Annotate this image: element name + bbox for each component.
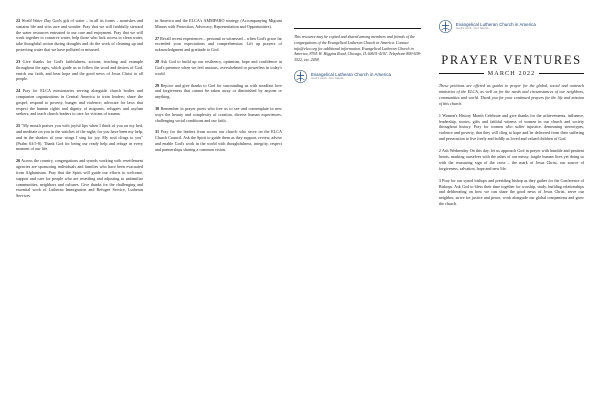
paragraph: [155, 129, 282, 152]
column-one: [16, 18, 155, 390]
day-number: 29: [154, 82, 160, 88]
paragraph: [155, 106, 282, 123]
day-number: 26: [16, 158, 21, 164]
paragraph-text: in America and the ELCA's AMMPARO strategy (Accompanying Migrant Minors with Protection, Advocacy, Representation and Opportunities).: [154, 18, 282, 29]
paragraph-text: Pray for ELCA missionaries serving alongside church bodies and companion organizations in Central America to train leaders; share the gospel; respond to poverty, hunger and violence; advocate for laws that respect the human rights and dignity of migrants, refugees and asylum seekers; and teach church leaders to care for victims of trauma.: [16, 88, 143, 117]
paragraph-text: Give thanks for God's faithfulness, actions, teaching and example throughout the ages, which guide us to follow the word and desires of God, enrich our faith, and bear hope and the good news of Jesus Christ to all people.: [16, 58, 143, 82]
paragraph: [155, 18, 282, 30]
day-number: 31: [154, 129, 160, 135]
day-number: 25: [16, 123, 21, 129]
paragraph: [16, 88, 143, 117]
paragraph: [439, 113, 584, 142]
masthead-date-row: [439, 70, 584, 77]
paragraph-lead: Ash Wednesday: [441, 148, 469, 154]
paragraph-text: "My mouth praises you with joyful lips when I think of you on my bed, and meditate on you in the watches of the night; for you have been my help, and in the shadow of your wings I sing for joy. My soul clings to you" (Psalm 63:5-8). Thank God for being our ready help and refuge in every moment of our life.: [16, 123, 143, 152]
masthead-date: MARCH 2022: [487, 70, 536, 77]
paragraph: [16, 18, 143, 53]
paragraph: [16, 158, 143, 199]
elca-logo: [294, 70, 421, 83]
elca-logo-header: [439, 20, 584, 33]
day-number: 1: [438, 112, 441, 118]
day-number: 22: [16, 18, 21, 23]
page-title: PRAYER VENTURES: [441, 53, 582, 67]
elca-logo-text: [311, 72, 391, 81]
day-number: 27: [154, 35, 160, 41]
divider-left: [439, 73, 484, 74]
elca-logo-text: [456, 22, 536, 31]
paragraph: [155, 59, 282, 76]
day-number: 3: [438, 177, 441, 183]
paragraph-text: God's gift of water – in all its forms – nourishes and sustains life and stirs awe and wonder. Pray that we will faithfully steward the water resources entrusted to our care and enjoyment. Pray that we will work together to conserve water, help those who lack access to clean water, take thoughtful action during droughts and do the work of cleaning up and protecting water that we have polluted or misused.: [16, 18, 143, 53]
day-number: 24: [16, 88, 21, 94]
column-three: [294, 18, 433, 390]
paragraph: [16, 59, 143, 82]
intro-text: These petitions are offered as guides to prayer for the global, social and outreach ministries of the ELCA, as well as for the needs and circumstances of our neighbors, communities and world. Thank you for your continued prayers for the life and mission of this church.: [438, 83, 585, 106]
paragraph-text: On this day, let us approach God in prayer with humble and penitent hearts, marking ourselves with the ashes of our messy, fragile human lives yet doing so with the reassuring sign of the cross – the mark of Jesus Christ, our source of forgiveness, salvation, hope and new life.: [438, 148, 585, 171]
elca-logo-subtitle: God's work. Our hands.: [310, 76, 345, 81]
note-divider: [294, 28, 421, 29]
day-number: 23: [16, 58, 21, 64]
copy-permission-note: [294, 28, 421, 83]
paragraph: [155, 83, 282, 100]
note-text: This resource may be copied and shared among members and friends of the congregations of the Evangelical Lutheran Church in America. Contact info@elca.org for additional information. Evangelical Lutheran Church in America, 8765 W. Higgins Road, Chicago, IL 60631-4101. Telephone 800-638-3522, ext. 2458.: [293, 34, 421, 63]
paragraph: [439, 178, 584, 207]
column-two: [155, 18, 294, 390]
paragraph-text: Pray for the leaders from across our church who serve on the ELCA Church Council. Ask the Spirit to guide them as they support, review, advise and enable God's work in the world with thoughtfulness, integrity, respect and partnerships sharing a common vision.: [154, 129, 282, 152]
divider-right: [539, 73, 584, 74]
paragraph-lead: World Water Day: [21, 18, 52, 23]
paragraph: [155, 36, 282, 53]
paragraph-text: Celebrate and give thanks for the achievements, influence, leadership, stories, gifts and faithful witness of women in our church and society throughout history. Pray for women who suffer injustice, demeaning stereotypes, violence and poverty, that they will cling to hope and be delivered from their suffering and persecution to live freely and boldly as loved and valued children of God.: [438, 112, 585, 142]
paragraph-text: Remember in prayer poets who free us to see and contemplate in new ways the beauty and complexity of creation, diverse human experiences, challenging social conditions and our faith.: [154, 105, 282, 123]
elca-cross-icon: [294, 70, 307, 83]
elca-logo-title: Evangelical Lutheran Church in America: [455, 22, 536, 28]
paragraph-text: Ask God to build up our resiliency, optimism, hope and confidence in God's presence when we feel anxious, overwhelmed or powerless in today's world.: [154, 59, 282, 76]
paragraph-text: Pray for our synod bishops and presiding bishop as they gather for the Conference of Bishops. Ask God to bless their time together for worship, study, building relationships and deliberating on how we can share the good news of Jesus Christ, serve our neighbor, strive for justice and peace, work alongside our global companions and grow the church.: [438, 177, 585, 207]
elca-logo-subtitle: God's work. Our hands.: [455, 26, 490, 31]
elca-logo-title: Evangelical Lutheran Church in America: [310, 72, 391, 78]
prayer-ventures-panel: [433, 18, 584, 390]
paragraph-lead: Women's History Month: [442, 112, 484, 118]
paragraph-text: Rejoice and give thanks to God for surrounding us with steadfast love and forgiveness that cannot be taken away or diminished by anyone or anything.: [154, 82, 282, 100]
day-number: 30: [154, 105, 160, 111]
paragraph-text: Recall recent experiences – personal or witnessed – when God's grace far exceeded your expectations and comprehension. Lift up prayers of acknowledgment and gratitude to God.: [154, 35, 282, 53]
paragraph: [439, 148, 584, 172]
masthead: [439, 53, 584, 77]
elca-cross-icon: [439, 20, 452, 33]
day-number: 2: [438, 148, 441, 154]
paragraph-text: Across the country, congregations and synods working with resettlement agencies are sponsoring individuals and families who have been evacuated from Afghanistan. Pray that the Spirit will guide our efforts to welcome, support and care for people who are resettling and adjusting to unfamiliar communities, neighbors and cultures. Give thanks for the challenging and essential work of Lutheran Immigration and Refugee Service, Lutheran Services: [16, 158, 143, 199]
paragraph: [16, 123, 143, 152]
day-number: 28: [154, 59, 160, 65]
